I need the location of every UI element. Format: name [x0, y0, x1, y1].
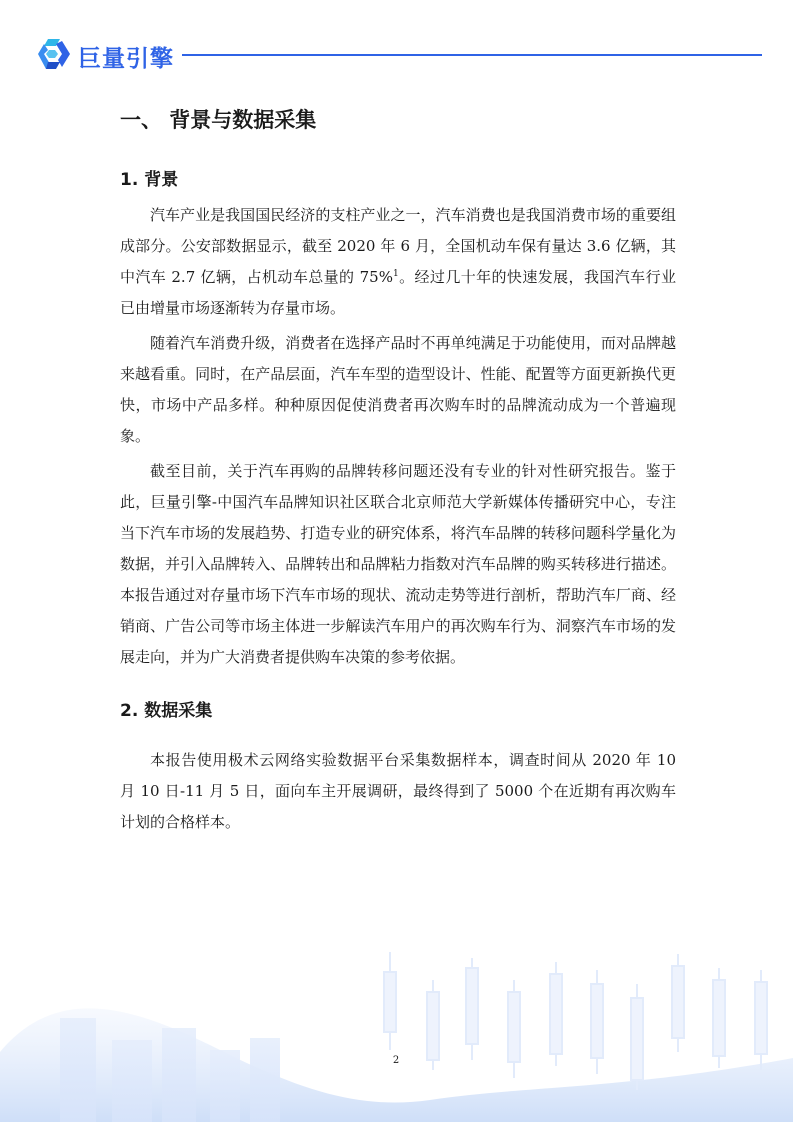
background-paragraph-1-text: 汽车产业是我国国民经济的支柱产业之一，汽车消费也是我国消费市场的重要组成部分。公安部数据显示，截至 2020 年 6 月，全国机动车保有量达 3.6 亿辆，其中汽车 2.7 亿辆，占机动车总量的 75%	[120, 206, 676, 286]
background-paragraph-2: 随着汽车消费升级，消费者在选择产品时不再单纯满足于功能使用，而对品牌越来越看重。同时，在产品层面，汽车车型的造型设计、性能、配置等方面更新换代更快，市场中产品多样。种种原因促使消费者再次购车时的品牌流动成为一个普遍现象。	[120, 334, 676, 445]
juliang-engine-logo-icon	[34, 36, 74, 72]
footnote-marker: 1	[392, 269, 399, 279]
background-paragraph-1	[120, 200, 676, 324]
background-heading: 1. 背景	[120, 170, 179, 190]
background-paragraph-1-tail: 。经过几十年的快速发展，我国汽车行业已由增量市场逐渐转为存量市场。	[120, 268, 676, 317]
brand-name: 巨量引擎	[78, 46, 174, 72]
header-rule	[182, 54, 762, 56]
decorative-chart-background	[0, 940, 793, 1122]
data-collection-paragraph: 本报告使用极术云网络实验数据平台采集数据样本，调查时间从 2020 年 10 月 10 日-11 月 5 日，面向车主开展调研，最终得到了 5000 个在近期有再次购车计划的合格样本。	[120, 751, 676, 831]
section-title: 一、 背景与数据采集	[120, 108, 317, 132]
background-paragraph-3: 截至目前，关于汽车再购的品牌转移问题还没有专业的针对性研究报告。鉴于此，巨量引擎-中国汽车品牌知识社区联合北京师范大学新媒体传播研究中心，专注当下汽车市场的发展趋势、打造专业的研究体系，将汽车品牌的转移问题科学量化为数据，并引入品牌转入、品牌转出和品牌粘力指数对汽车品牌的购买转移进行描述。本报告通过对存量市场下汽车市场的现状、流动走势等进行剖析，帮助汽车厂商、经销商、广告公司等市场主体进一步解读汽车用户的再次购车行为、洞察汽车市场的发展走向，并为广大消费者提供购车决策的参考依据。	[120, 462, 676, 666]
main-content	[120, 100, 676, 838]
page-number: 2	[392, 1055, 400, 1066]
page-header	[34, 36, 764, 72]
data-collection-heading: 2. 数据采集	[120, 701, 213, 721]
